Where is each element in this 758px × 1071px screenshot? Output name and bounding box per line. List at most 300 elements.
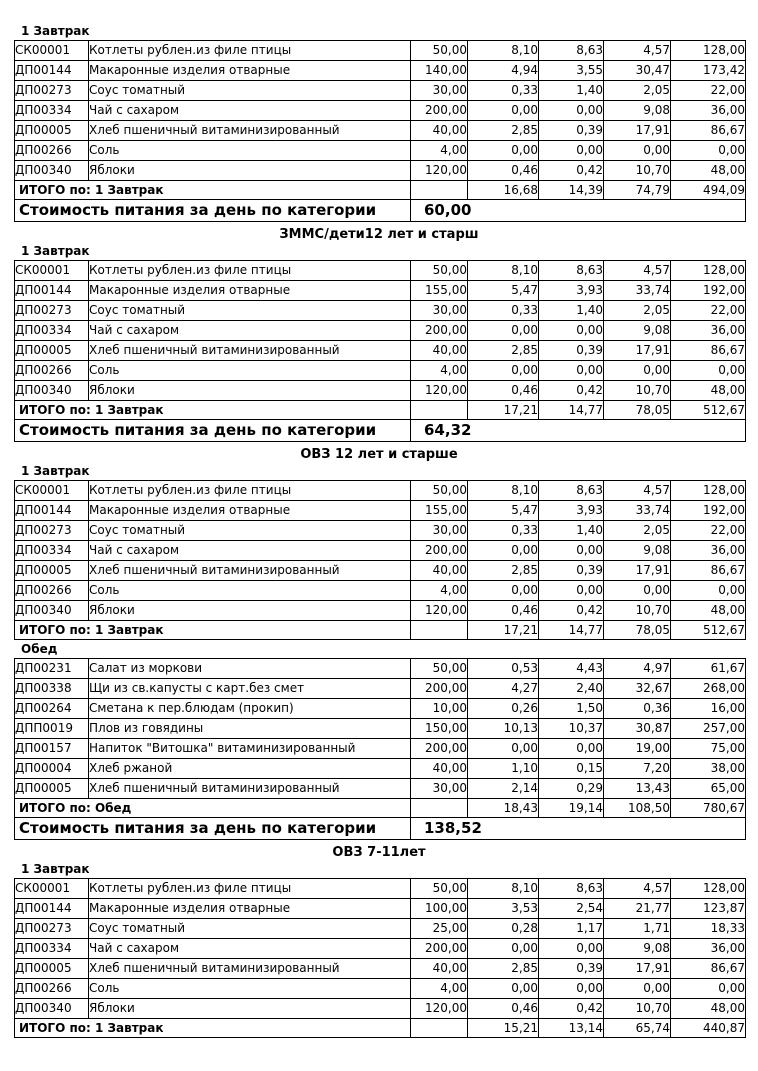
- dish-name-cell: Соль: [89, 141, 411, 161]
- value-cell: 0,36: [604, 699, 671, 719]
- value-cell: 128,00: [671, 41, 746, 61]
- value-cell: 10,70: [604, 999, 671, 1019]
- total-label-cell: ИТОГО по: 1 Завтрак: [15, 181, 411, 200]
- value-cell: 22,00: [671, 81, 746, 101]
- dish-code-cell: ДП00005: [15, 121, 89, 141]
- dish-name-cell: Яблоки: [89, 601, 411, 621]
- day-cost-label-cell: Стоимость питания за день по категории: [15, 200, 411, 222]
- dish-code-cell: ДП00273: [15, 521, 89, 541]
- value-cell: 4,57: [604, 261, 671, 281]
- meal-table: [14, 260, 746, 442]
- value-cell: 128,00: [671, 261, 746, 281]
- total-label-cell: ИТОГО по: Обед: [15, 799, 411, 818]
- value-cell: 0,46: [468, 161, 539, 181]
- table-row: [15, 381, 746, 401]
- table-row: [15, 561, 746, 581]
- value-cell: 2,54: [539, 899, 604, 919]
- value-cell: 0,00: [468, 979, 539, 999]
- value-cell: 8,63: [539, 41, 604, 61]
- table-row: [15, 959, 746, 979]
- value-cell: 3,55: [539, 61, 604, 81]
- dish-name-cell: Яблоки: [89, 161, 411, 181]
- table-row: [15, 879, 746, 899]
- total-value-cell: 780,67: [671, 799, 746, 818]
- dish-name-cell: Хлеб ржаной: [89, 759, 411, 779]
- total-value-cell: 17,21: [468, 621, 539, 640]
- value-cell: 0,00: [671, 581, 746, 601]
- total-value-cell: 512,67: [671, 621, 746, 640]
- table-row: [15, 601, 746, 621]
- value-cell: 4,94: [468, 61, 539, 81]
- value-cell: 22,00: [671, 301, 746, 321]
- dish-name-cell: Котлеты рублен.из филе птицы: [89, 879, 411, 899]
- value-cell: 8,63: [539, 879, 604, 899]
- value-cell: 3,53: [468, 899, 539, 919]
- value-cell: 8,63: [539, 481, 604, 501]
- value-cell: 0,00: [539, 739, 604, 759]
- total-value-cell: 15,21: [468, 1019, 539, 1038]
- day-cost-label-cell: Стоимость питания за день по категории: [15, 420, 411, 442]
- value-cell: 0,53: [468, 659, 539, 679]
- value-cell: 8,10: [468, 879, 539, 899]
- dish-code-cell: ДП00334: [15, 541, 89, 561]
- value-cell: 0,00: [468, 581, 539, 601]
- dish-name-cell: Хлеб пшеничный витаминизированный: [89, 959, 411, 979]
- dish-name-cell: Макаронные изделия отварные: [89, 281, 411, 301]
- dish-code-cell: ДП00266: [15, 979, 89, 999]
- dish-code-cell: ДП00340: [15, 161, 89, 181]
- quantity-cell: 4,00: [411, 141, 468, 161]
- value-cell: 4,97: [604, 659, 671, 679]
- total-row: [15, 799, 746, 818]
- table-row: [15, 301, 746, 321]
- value-cell: 0,46: [468, 381, 539, 401]
- value-cell: 0,46: [468, 999, 539, 1019]
- meal-label: Обед: [21, 642, 58, 656]
- quantity-cell: 30,00: [411, 81, 468, 101]
- value-cell: 268,00: [671, 679, 746, 699]
- quantity-cell: 200,00: [411, 321, 468, 341]
- empty-cell: [411, 799, 468, 818]
- dish-name-cell: Соль: [89, 979, 411, 999]
- value-cell: 123,87: [671, 899, 746, 919]
- value-cell: 33,74: [604, 501, 671, 521]
- day-cost-row: [15, 818, 746, 840]
- value-cell: 0,39: [539, 959, 604, 979]
- dish-code-cell: ДП00334: [15, 321, 89, 341]
- value-cell: 17,91: [604, 561, 671, 581]
- table-row: [15, 101, 746, 121]
- value-cell: 7,20: [604, 759, 671, 779]
- total-label-cell: ИТОГО по: 1 Завтрак: [15, 1019, 411, 1038]
- dish-name-cell: Хлеб пшеничный витаминизированный: [89, 561, 411, 581]
- table-row: [15, 739, 746, 759]
- value-cell: 48,00: [671, 381, 746, 401]
- value-cell: 0,00: [468, 321, 539, 341]
- total-value-cell: 78,05: [604, 401, 671, 420]
- value-cell: 0,00: [604, 361, 671, 381]
- value-cell: 10,13: [468, 719, 539, 739]
- value-cell: 0,15: [539, 759, 604, 779]
- dish-name-cell: Макаронные изделия отварные: [89, 501, 411, 521]
- dish-code-cell: ДП00334: [15, 101, 89, 121]
- dish-code-cell: ДП00340: [15, 381, 89, 401]
- value-cell: 0,00: [468, 101, 539, 121]
- dish-name-cell: Яблоки: [89, 999, 411, 1019]
- value-cell: 0,00: [539, 101, 604, 121]
- value-cell: 1,10: [468, 759, 539, 779]
- value-cell: 48,00: [671, 161, 746, 181]
- total-row: [15, 181, 746, 200]
- total-label-cell: ИТОГО по: 1 Завтрак: [15, 401, 411, 420]
- value-cell: 0,42: [539, 999, 604, 1019]
- value-cell: 1,40: [539, 301, 604, 321]
- value-cell: 21,77: [604, 899, 671, 919]
- dish-code-cell: ДП00005: [15, 341, 89, 361]
- quantity-cell: 50,00: [411, 659, 468, 679]
- value-cell: 0,00: [539, 939, 604, 959]
- table-row: [15, 81, 746, 101]
- day-cost-value-cell: 138,52: [411, 818, 746, 840]
- total-value-cell: 108,50: [604, 799, 671, 818]
- value-cell: 2,85: [468, 959, 539, 979]
- total-value-cell: 13,14: [539, 1019, 604, 1038]
- value-cell: 4,57: [604, 879, 671, 899]
- value-cell: 2,85: [468, 341, 539, 361]
- empty-cell: [411, 181, 468, 200]
- dish-code-cell: ДП00266: [15, 361, 89, 381]
- value-cell: 0,00: [539, 541, 604, 561]
- table-row: [15, 361, 746, 381]
- day-cost-label-cell: Стоимость питания за день по категории: [15, 818, 411, 840]
- quantity-cell: 155,00: [411, 281, 468, 301]
- value-cell: 0,33: [468, 81, 539, 101]
- dish-code-cell: ДП00266: [15, 141, 89, 161]
- total-row: [15, 401, 746, 420]
- quantity-cell: 40,00: [411, 121, 468, 141]
- table-row: [15, 321, 746, 341]
- meal-table: [14, 878, 746, 1038]
- value-cell: 2,14: [468, 779, 539, 799]
- value-cell: 1,40: [539, 81, 604, 101]
- quantity-cell: 120,00: [411, 161, 468, 181]
- value-cell: 0,00: [671, 361, 746, 381]
- total-value-cell: 74,79: [604, 181, 671, 200]
- dish-code-cell: ДП00144: [15, 899, 89, 919]
- table-row: [15, 481, 746, 501]
- value-cell: 0,33: [468, 301, 539, 321]
- value-cell: 4,43: [539, 659, 604, 679]
- value-cell: 0,00: [468, 541, 539, 561]
- value-cell: 1,40: [539, 521, 604, 541]
- table-row: [15, 261, 746, 281]
- total-value-cell: 440,87: [671, 1019, 746, 1038]
- quantity-cell: 200,00: [411, 679, 468, 699]
- value-cell: 0,00: [468, 739, 539, 759]
- dish-code-cell: ДП00144: [15, 501, 89, 521]
- dish-code-cell: СК00001: [15, 261, 89, 281]
- value-cell: 0,39: [539, 341, 604, 361]
- dish-code-cell: ДП00005: [15, 779, 89, 799]
- value-cell: 5,47: [468, 501, 539, 521]
- value-cell: 86,67: [671, 121, 746, 141]
- value-cell: 48,00: [671, 999, 746, 1019]
- value-cell: 0,26: [468, 699, 539, 719]
- value-cell: 86,67: [671, 959, 746, 979]
- total-value-cell: 14,39: [539, 181, 604, 200]
- table-row: [15, 281, 746, 301]
- total-value-cell: 512,67: [671, 401, 746, 420]
- value-cell: 0,42: [539, 161, 604, 181]
- meal-label: 1 Завтрак: [21, 464, 90, 478]
- quantity-cell: 4,00: [411, 361, 468, 381]
- value-cell: 0,00: [468, 361, 539, 381]
- value-cell: 36,00: [671, 939, 746, 959]
- table-row: [15, 501, 746, 521]
- value-cell: 0,00: [671, 141, 746, 161]
- quantity-cell: 150,00: [411, 719, 468, 739]
- dish-code-cell: СК00001: [15, 879, 89, 899]
- total-value-cell: 19,14: [539, 799, 604, 818]
- dish-code-cell: ДП00273: [15, 81, 89, 101]
- category-header: ОВЗ 7-11лет: [332, 845, 426, 860]
- value-cell: 192,00: [671, 501, 746, 521]
- value-cell: 86,67: [671, 561, 746, 581]
- value-cell: 30,87: [604, 719, 671, 739]
- value-cell: 30,47: [604, 61, 671, 81]
- value-cell: 10,70: [604, 381, 671, 401]
- quantity-cell: 120,00: [411, 601, 468, 621]
- value-cell: 1,71: [604, 919, 671, 939]
- quantity-cell: 40,00: [411, 341, 468, 361]
- value-cell: 0,00: [671, 979, 746, 999]
- dish-code-cell: ДПП0019: [15, 719, 89, 739]
- value-cell: 0,39: [539, 121, 604, 141]
- dish-name-cell: Щи из св.капусты с карт.без смет: [89, 679, 411, 699]
- meal-table: [14, 658, 746, 840]
- table-row: [15, 699, 746, 719]
- value-cell: 10,37: [539, 719, 604, 739]
- dish-code-cell: ДП00005: [15, 561, 89, 581]
- value-cell: 0,00: [468, 939, 539, 959]
- total-label-cell: ИТОГО по: 1 Завтрак: [15, 621, 411, 640]
- value-cell: 17,91: [604, 341, 671, 361]
- value-cell: 0,33: [468, 521, 539, 541]
- value-cell: 3,93: [539, 501, 604, 521]
- value-cell: 2,85: [468, 121, 539, 141]
- empty-cell: [411, 621, 468, 640]
- table-row: [15, 679, 746, 699]
- value-cell: 3,93: [539, 281, 604, 301]
- quantity-cell: 200,00: [411, 101, 468, 121]
- value-cell: 128,00: [671, 879, 746, 899]
- dish-code-cell: ДП00338: [15, 679, 89, 699]
- value-cell: 9,08: [604, 321, 671, 341]
- dish-name-cell: Яблоки: [89, 381, 411, 401]
- quantity-cell: 30,00: [411, 521, 468, 541]
- value-cell: 0,00: [539, 321, 604, 341]
- dish-name-cell: Макаронные изделия отварные: [89, 61, 411, 81]
- value-cell: 19,00: [604, 739, 671, 759]
- total-row: [15, 621, 746, 640]
- meal-label: 1 Завтрак: [21, 862, 90, 876]
- meal-label: 1 Завтрак: [21, 24, 90, 38]
- value-cell: 9,08: [604, 101, 671, 121]
- dish-code-cell: ДП00144: [15, 281, 89, 301]
- table-row: [15, 899, 746, 919]
- dish-name-cell: Чай с сахаром: [89, 541, 411, 561]
- dish-name-cell: Соус томатный: [89, 919, 411, 939]
- value-cell: 2,05: [604, 521, 671, 541]
- value-cell: 0,42: [539, 381, 604, 401]
- table-row: [15, 141, 746, 161]
- meal-label: 1 Завтрак: [21, 244, 90, 258]
- quantity-cell: 50,00: [411, 261, 468, 281]
- dish-code-cell: ДП00334: [15, 939, 89, 959]
- dish-name-cell: Чай с сахаром: [89, 101, 411, 121]
- dish-code-cell: СК00001: [15, 41, 89, 61]
- quantity-cell: 200,00: [411, 739, 468, 759]
- quantity-cell: 200,00: [411, 939, 468, 959]
- value-cell: 2,40: [539, 679, 604, 699]
- day-cost-row: [15, 200, 746, 222]
- value-cell: 22,00: [671, 521, 746, 541]
- day-cost-value-cell: 64,32: [411, 420, 746, 442]
- value-cell: 48,00: [671, 601, 746, 621]
- value-cell: 4,57: [604, 41, 671, 61]
- value-cell: 16,00: [671, 699, 746, 719]
- quantity-cell: 40,00: [411, 561, 468, 581]
- day-cost-value-cell: 60,00: [411, 200, 746, 222]
- dish-name-cell: Соль: [89, 361, 411, 381]
- value-cell: 0,00: [604, 141, 671, 161]
- total-value-cell: 494,09: [671, 181, 746, 200]
- quantity-cell: 155,00: [411, 501, 468, 521]
- total-value-cell: 78,05: [604, 621, 671, 640]
- dish-name-cell: Котлеты рублен.из филе птицы: [89, 261, 411, 281]
- value-cell: 8,10: [468, 41, 539, 61]
- value-cell: 2,05: [604, 81, 671, 101]
- empty-cell: [411, 1019, 468, 1038]
- value-cell: 9,08: [604, 541, 671, 561]
- value-cell: 0,46: [468, 601, 539, 621]
- value-cell: 0,00: [539, 581, 604, 601]
- value-cell: 17,91: [604, 959, 671, 979]
- value-cell: 9,08: [604, 939, 671, 959]
- value-cell: 0,00: [468, 141, 539, 161]
- value-cell: 8,10: [468, 261, 539, 281]
- dish-name-cell: Сметана к пер.блюдам (прокип): [89, 699, 411, 719]
- quantity-cell: 40,00: [411, 959, 468, 979]
- value-cell: 32,67: [604, 679, 671, 699]
- table-row: [15, 939, 746, 959]
- value-cell: 0,00: [604, 979, 671, 999]
- table-row: [15, 979, 746, 999]
- value-cell: 4,27: [468, 679, 539, 699]
- value-cell: 36,00: [671, 541, 746, 561]
- table-row: [15, 719, 746, 739]
- value-cell: 10,70: [604, 601, 671, 621]
- value-cell: 0,00: [604, 581, 671, 601]
- value-cell: 192,00: [671, 281, 746, 301]
- value-cell: 2,85: [468, 561, 539, 581]
- value-cell: 0,39: [539, 561, 604, 581]
- total-value-cell: 14,77: [539, 401, 604, 420]
- quantity-cell: 4,00: [411, 581, 468, 601]
- dish-code-cell: ДП00004: [15, 759, 89, 779]
- meal-table: [14, 40, 746, 222]
- table-row: [15, 521, 746, 541]
- dish-name-cell: Напиток "Витошка" витаминизированный: [89, 739, 411, 759]
- quantity-cell: 120,00: [411, 999, 468, 1019]
- dish-name-cell: Плов из говядины: [89, 719, 411, 739]
- table-row: [15, 161, 746, 181]
- value-cell: 0,42: [539, 601, 604, 621]
- value-cell: 75,00: [671, 739, 746, 759]
- dish-code-cell: ДП00273: [15, 301, 89, 321]
- dish-code-cell: ДП00266: [15, 581, 89, 601]
- quantity-cell: 200,00: [411, 541, 468, 561]
- dish-code-cell: ДП00273: [15, 919, 89, 939]
- dish-code-cell: ДП00340: [15, 999, 89, 1019]
- value-cell: 128,00: [671, 481, 746, 501]
- quantity-cell: 40,00: [411, 759, 468, 779]
- quantity-cell: 140,00: [411, 61, 468, 81]
- total-value-cell: 14,77: [539, 621, 604, 640]
- day-cost-row: [15, 420, 746, 442]
- quantity-cell: 4,00: [411, 979, 468, 999]
- value-cell: 0,00: [539, 141, 604, 161]
- dish-name-cell: Соль: [89, 581, 411, 601]
- dish-name-cell: Чай с сахаром: [89, 321, 411, 341]
- table-row: [15, 41, 746, 61]
- category-header: ЗММС/дети12 лет и старш: [279, 227, 479, 242]
- value-cell: 61,67: [671, 659, 746, 679]
- table-row: [15, 779, 746, 799]
- value-cell: 0,28: [468, 919, 539, 939]
- total-value-cell: 18,43: [468, 799, 539, 818]
- quantity-cell: 30,00: [411, 779, 468, 799]
- table-row: [15, 759, 746, 779]
- total-value-cell: 16,68: [468, 181, 539, 200]
- value-cell: 4,57: [604, 481, 671, 501]
- dish-code-cell: ДП00157: [15, 739, 89, 759]
- empty-cell: [411, 401, 468, 420]
- dish-code-cell: ДП00005: [15, 959, 89, 979]
- value-cell: 33,74: [604, 281, 671, 301]
- table-row: [15, 919, 746, 939]
- dish-name-cell: Котлеты рублен.из филе птицы: [89, 41, 411, 61]
- dish-code-cell: СК00001: [15, 481, 89, 501]
- value-cell: 5,47: [468, 281, 539, 301]
- table-row: [15, 541, 746, 561]
- table-row: [15, 581, 746, 601]
- value-cell: 1,17: [539, 919, 604, 939]
- dish-name-cell: Хлеб пшеничный витаминизированный: [89, 121, 411, 141]
- value-cell: 8,10: [468, 481, 539, 501]
- table-row: [15, 61, 746, 81]
- meal-table: [14, 480, 746, 640]
- quantity-cell: 50,00: [411, 41, 468, 61]
- value-cell: 8,63: [539, 261, 604, 281]
- value-cell: 0,29: [539, 779, 604, 799]
- value-cell: 2,05: [604, 301, 671, 321]
- total-value-cell: 17,21: [468, 401, 539, 420]
- dish-name-cell: Чай с сахаром: [89, 939, 411, 959]
- dish-code-cell: ДП00231: [15, 659, 89, 679]
- value-cell: 10,70: [604, 161, 671, 181]
- quantity-cell: 50,00: [411, 879, 468, 899]
